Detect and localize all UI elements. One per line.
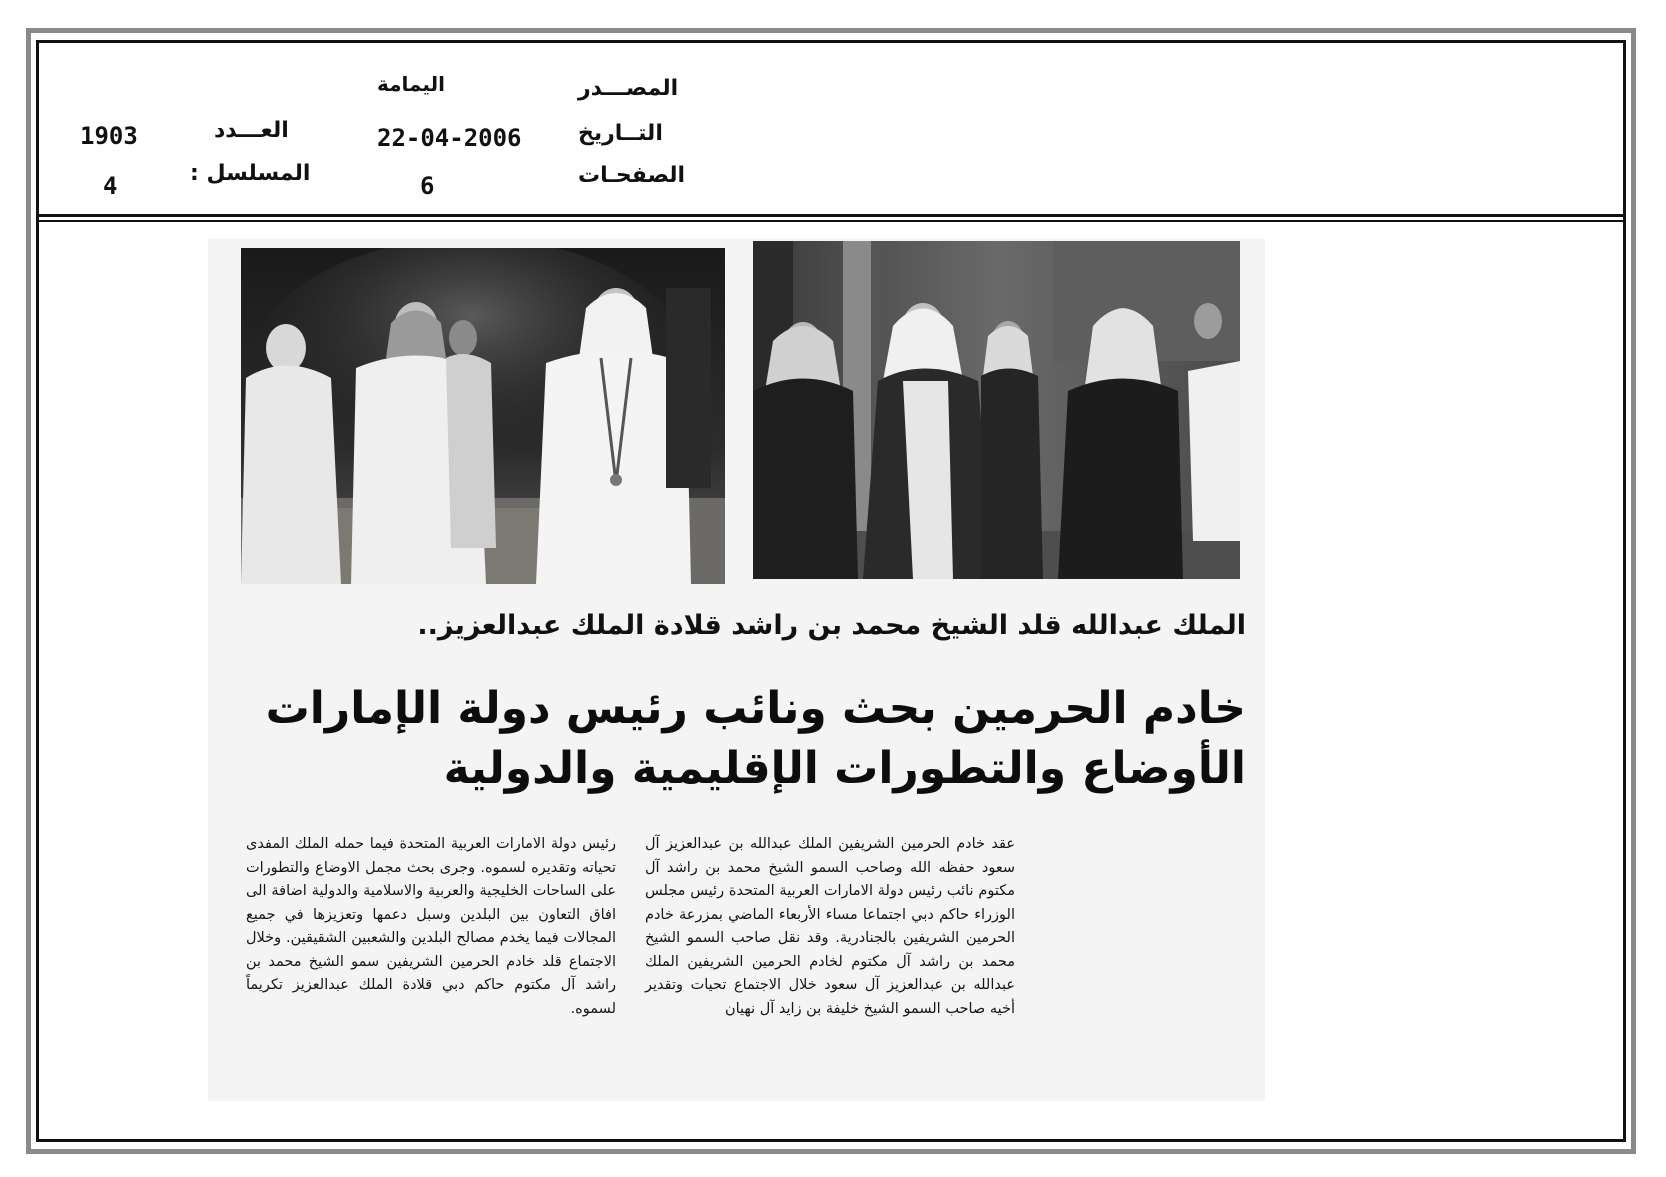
header-divider [36, 214, 1626, 222]
photo-right [753, 241, 1240, 579]
article-kicker: الملك عبدالله قلد الشيخ محمد بن راشد قلادة الملك عبدالعزيز.. [417, 610, 1246, 641]
photo-left-image [241, 248, 725, 584]
photo-right-image [753, 241, 1240, 579]
article-column-left: رئيس دولة الامارات العربية المتحدة فيما حمله الملك المفدى تحياته وتقديره لسموه. وجرى بحث مجمل الاوضاع والتطورات على الساحات الخليجية والعربية والاسلامية والدولية اضافة الى افاق التعاون بين البلدين وسبل دعمها وتعزيزها في جميع المجالات فيما يخدم مصالح البلدين والشعبين الشقيقين. وخلال الاجتماع قلد خادم الحرمين الشريفين سمو الشيخ محمد بن راشد آل مكتوم حاكم دبي قلادة الملك عبدالعزيز تكريماً لسموه. [246, 836, 616, 1017]
photo-left [241, 248, 725, 584]
article-headline-line1: خادم الحرمين بحث ونائب رئيس دولة الإمارات [265, 683, 1246, 734]
date-value: 22-04-2006 [377, 124, 522, 152]
issue-label: العـــدد [214, 118, 289, 143]
source-label: المصـــدر [578, 76, 679, 101]
serial-value: 4 [103, 172, 118, 200]
date-label: التــاريخ [578, 121, 663, 146]
serial-label: المسلسل : [190, 161, 311, 186]
source-value: اليمامة [377, 72, 445, 96]
article-column-right: عقد خادم الحرمين الشريفين الملك عبدالله بن عبدالعزيز آل سعود حفظه الله وصاحب السمو الشيخ محمد بن راشد آل مكتوم نائب رئيس دولة الامارات العربية المتحدة رئيس مجلس الوزراء حاكم دبي اجتماعا مساء الأربعاء الماضي بمزرعة خادم الحرمين الشريفين بالجنادرية. وقد نقل صاحب السمو الشيخ محمد بن راشد آل مكتوم لخادم الحرمين الشريفين الملك عبدالله بن عبدالعزيز آل سعود خلال الاجتماع تحيات وتقدير أخيه صاحب السمو الشيخ خليفة بن زايد آل نهيان [645, 836, 1015, 1017]
issue-value: 1903 [80, 122, 138, 150]
article-headline-line2: الأوضاع والتطورات الإقليمية والدولية [443, 743, 1246, 794]
pages-label: الصفحـات [578, 163, 686, 188]
pages-value: 6 [420, 172, 435, 200]
